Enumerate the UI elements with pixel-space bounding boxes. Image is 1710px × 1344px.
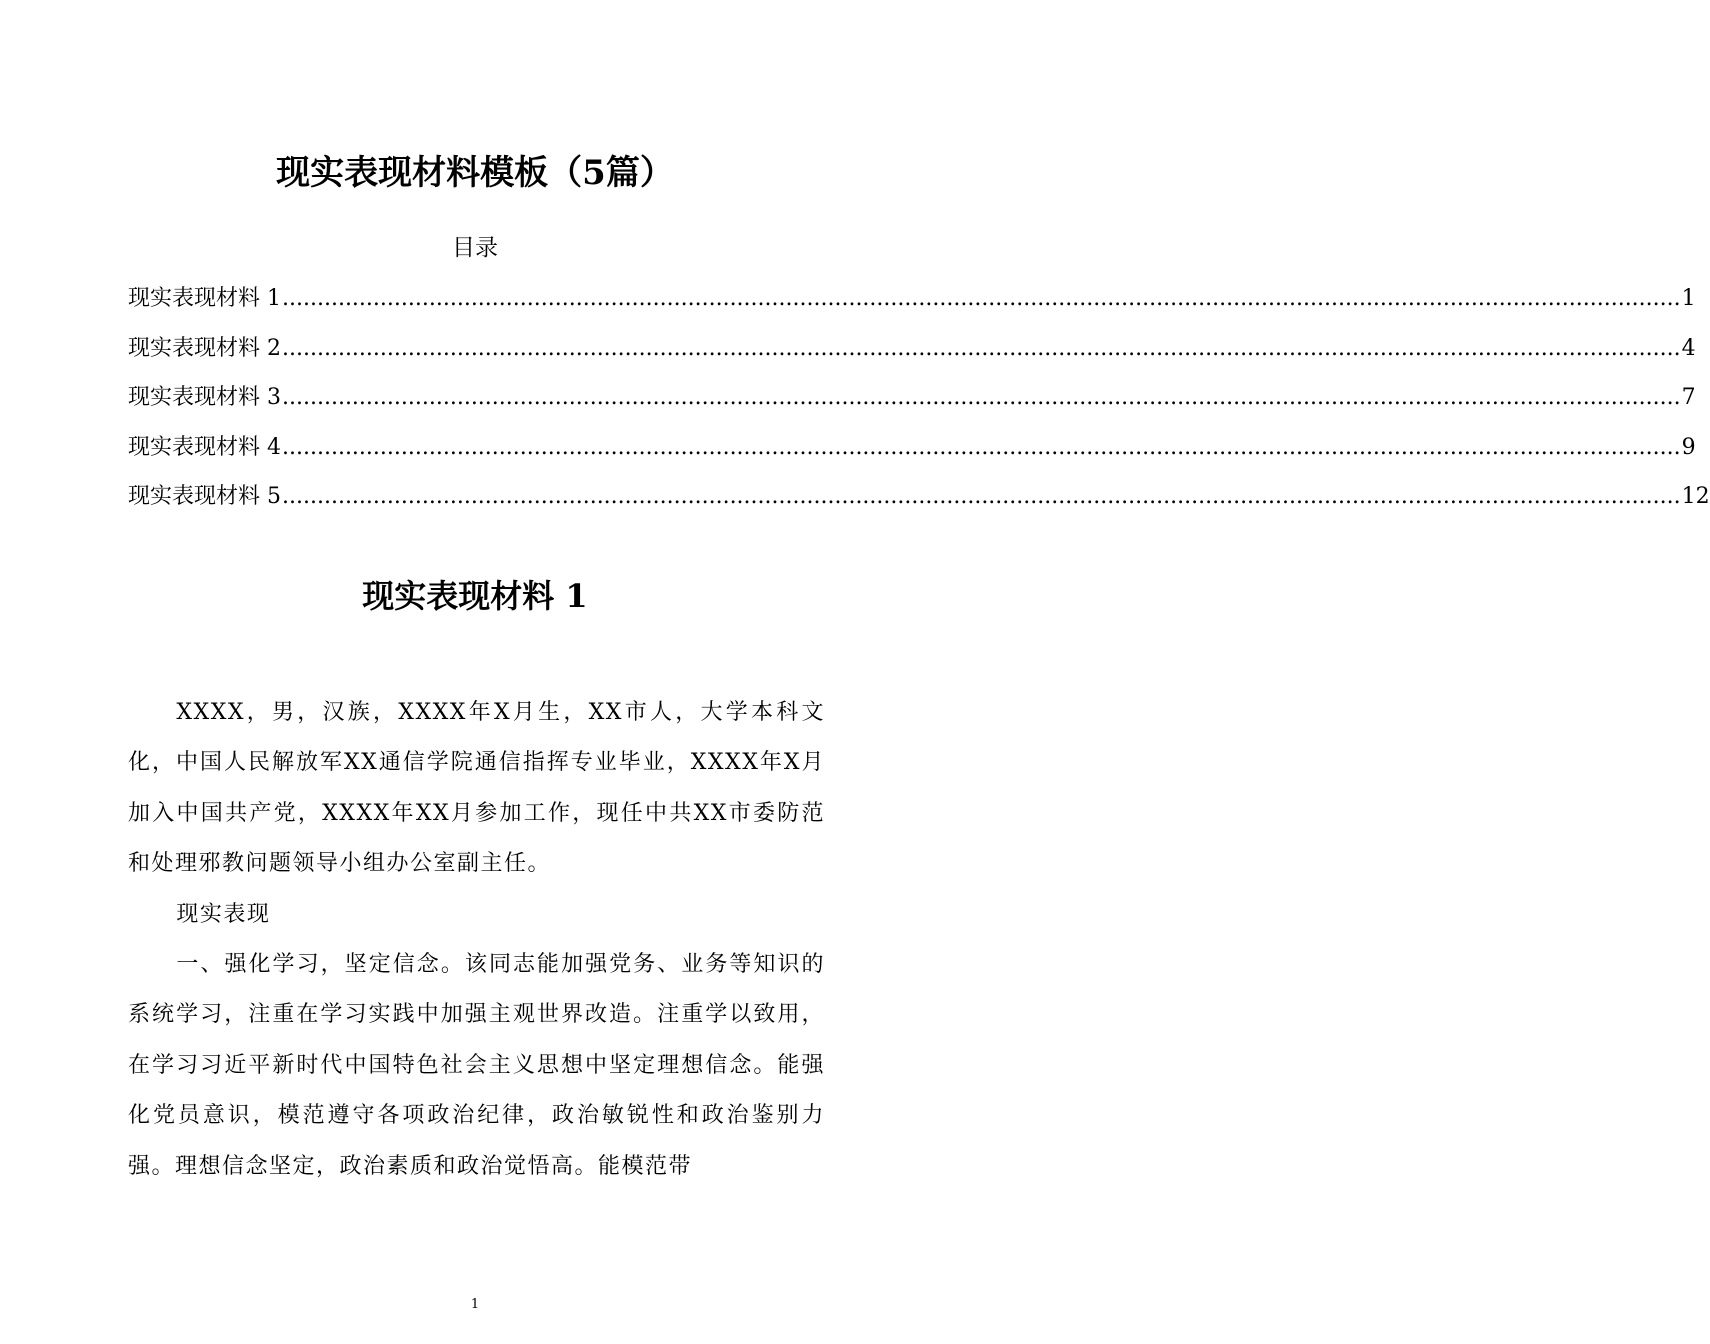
body-text bbox=[128, 688, 825, 1192]
toc-entry-page: 9 bbox=[1681, 434, 1696, 460]
toc-entry-1[interactable] bbox=[128, 279, 1696, 329]
toc-entry-5[interactable] bbox=[128, 477, 1710, 527]
toc-entry-3[interactable] bbox=[128, 378, 1696, 428]
paragraph-intro: XXXX，男，汉族，XXXX年X月生，XX市人，大学本科文化，中国人民解放军XX通信学院通信指挥专业毕业，XXXX年X月加入中国共产党，XXXX年XX月参加工作，现任中共XX市委防范和处理邪教问题领导小组办公室副主任。 bbox=[128, 700, 825, 877]
toc-entry-label: 现实表现材料 3 bbox=[128, 385, 281, 410]
section-title: 现实表现材料 1 bbox=[362, 577, 588, 615]
paragraph-point-1: 一、强化学习，坚定信念。该同志能加强党务、业务等知识的系统学习，注重在学习实践中加强主观世界改造。注重学以致用，在学习习近平新时代中国特色社会主义思想中坚定理想信念。能强化党员意识，模范遵守各项政治纪律，政治敏锐性和政治鉴别力强。理想信念坚定，政治素质和政治觉悟高。能模范带 bbox=[128, 952, 825, 1179]
toc-entry-label: 现实表现材料 5 bbox=[128, 484, 281, 509]
toc-entry-page: 7 bbox=[1681, 385, 1696, 410]
toc-leader-dots: ........................................................................................................................................................................................................ bbox=[282, 385, 1681, 410]
toc-entry-label: 现实表现材料 2 bbox=[128, 335, 281, 361]
toc-leader-dots: ........................................................................................................................................................................................................ bbox=[282, 434, 1681, 460]
toc-leader-dots: ........................................................................................................................................................................................................ bbox=[282, 335, 1681, 361]
page-number: 1 bbox=[470, 1297, 480, 1312]
toc-entry-4[interactable] bbox=[128, 428, 1696, 478]
toc-entry-2[interactable] bbox=[128, 329, 1696, 379]
toc-entry-page: 1 bbox=[1681, 286, 1696, 311]
toc-entry-label: 现实表现材料 1 bbox=[128, 286, 281, 311]
toc-heading: 目录 bbox=[452, 235, 498, 261]
document-title: 现实表现材料模板（5篇） bbox=[276, 153, 674, 193]
toc-entry-page: 12 bbox=[1681, 484, 1710, 509]
toc-leader-dots: ........................................................................................................................................................................................................ bbox=[282, 484, 1681, 509]
table-of-contents bbox=[128, 279, 1710, 527]
toc-entry-label: 现实表现材料 4 bbox=[128, 434, 281, 460]
toc-leader-dots: ........................................................................................................................................................................................................ bbox=[282, 286, 1681, 311]
toc-entry-page: 4 bbox=[1681, 335, 1696, 361]
paragraph-subheading: 现实表现 bbox=[176, 901, 271, 927]
